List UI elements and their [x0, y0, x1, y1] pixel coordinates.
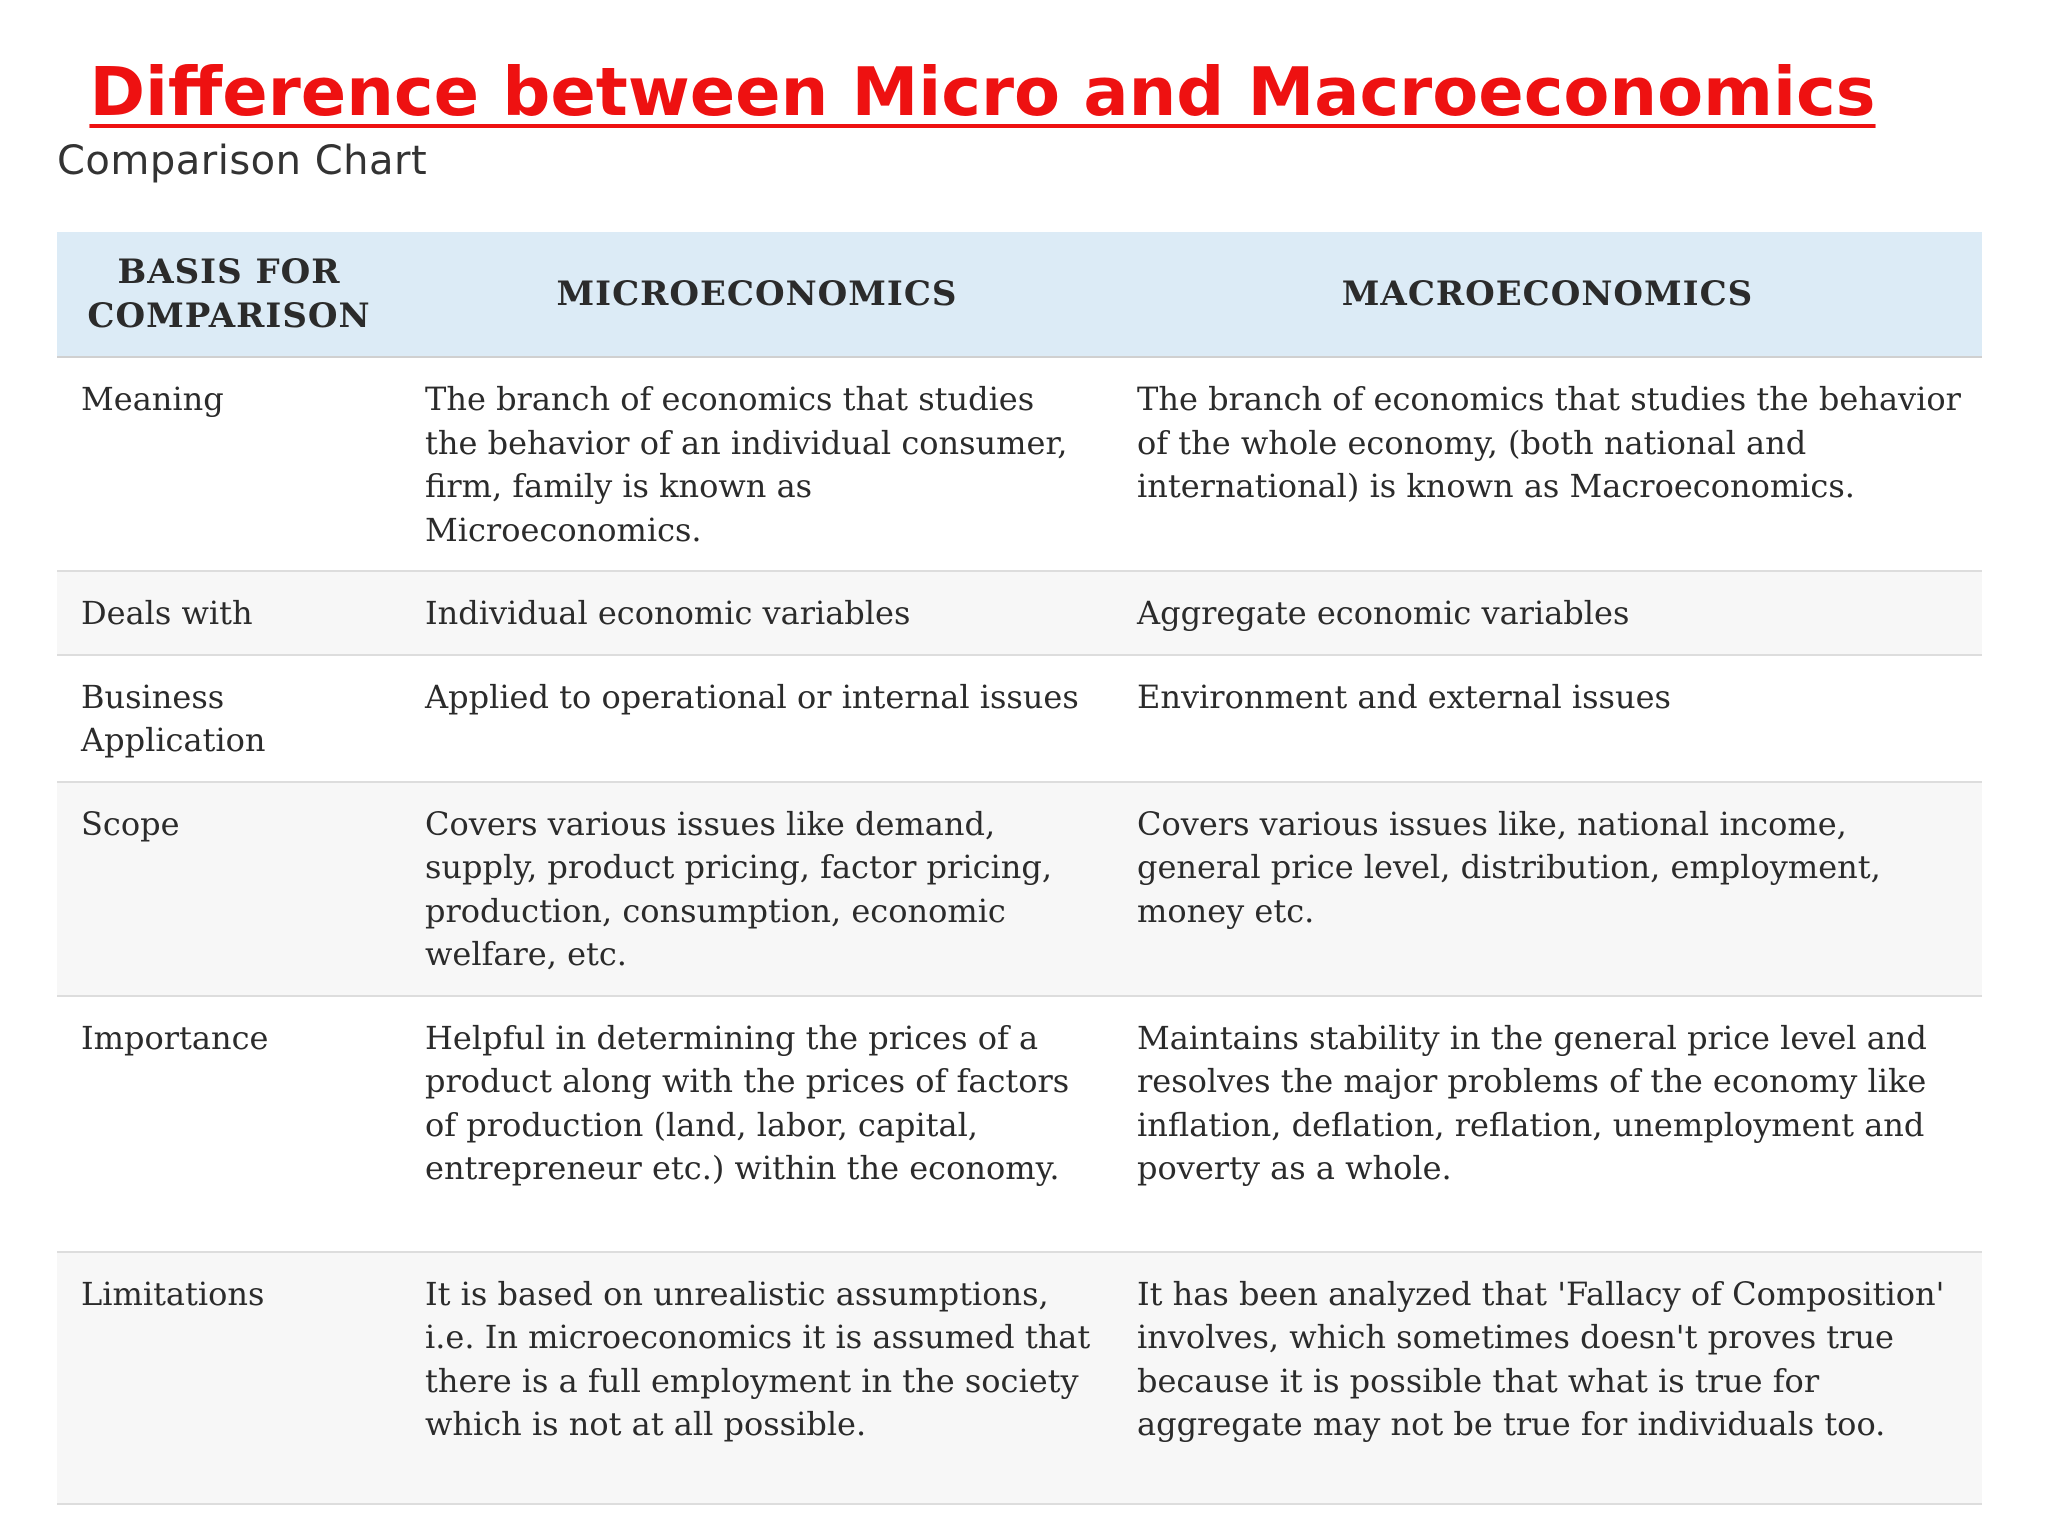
- table-row: [57, 655, 1982, 782]
- table-row: [57, 571, 1982, 655]
- macro-cell: The branch of economics that studies the behavior of the whole economy, (both national and international) is known as Macroeconomics.: [1113, 357, 1982, 571]
- table-row: [57, 1252, 1982, 1504]
- micro-cell: Covers various issues like demand, supply, product pricing, factor pricing, production, consumption, economic welfare, etc.: [401, 782, 1113, 996]
- micro-cell: The branch of economics that studies the behavior of an individual consumer, firm, family is known as Microeconomics.: [401, 357, 1113, 571]
- header-microeconomics: MICROECONOMICS: [401, 232, 1113, 357]
- comparison-table: [57, 232, 1982, 1505]
- macro-cell: It has been analyzed that 'Fallacy of Composition' involves, which sometimes doesn't proves true because it is possible that what is true for aggregate may not be true for individuals too.: [1113, 1252, 1982, 1504]
- table-body: [57, 357, 1982, 1504]
- header-macroeconomics: MACROECONOMICS: [1113, 232, 1982, 357]
- basis-cell: Importance: [57, 996, 401, 1252]
- micro-cell: It is based on unrealistic assumptions, i.e. In microeconomics it is assumed that there is a full employment in the society which is not at all possible.: [401, 1252, 1113, 1504]
- basis-cell: Deals with: [57, 571, 401, 655]
- header-row: [57, 232, 1982, 357]
- table-row: [57, 996, 1982, 1252]
- basis-cell: Business Application: [57, 655, 401, 782]
- chart-subtitle: Comparison Chart: [57, 138, 428, 184]
- table-row: [57, 357, 1982, 571]
- basis-cell: Limitations: [57, 1252, 401, 1504]
- page-title: Difference between Micro and Macroeconomics: [89, 53, 1876, 131]
- micro-cell: Individual economic variables: [401, 571, 1113, 655]
- basis-cell: Scope: [57, 782, 401, 996]
- micro-cell: Applied to operational or internal issues: [401, 655, 1113, 782]
- header-basis: BASIS FOR COMPARISON: [57, 232, 401, 357]
- macro-cell: Environment and external issues: [1113, 655, 1982, 782]
- macro-cell: Covers various issues like, national income, general price level, distribution, employment, money etc.: [1113, 782, 1982, 996]
- basis-cell: Meaning: [57, 357, 401, 571]
- table-row: [57, 782, 1982, 996]
- micro-cell: Helpful in determining the prices of a product along with the prices of factors of production (land, labor, capital, entrepreneur etc.) within the economy.: [401, 996, 1113, 1252]
- macro-cell: Maintains stability in the general price level and resolves the major problems of the economy like inflation, deflation, reflation, unemployment and poverty as a whole.: [1113, 996, 1982, 1252]
- macro-cell: Aggregate economic variables: [1113, 571, 1982, 655]
- table-header: [57, 232, 1982, 357]
